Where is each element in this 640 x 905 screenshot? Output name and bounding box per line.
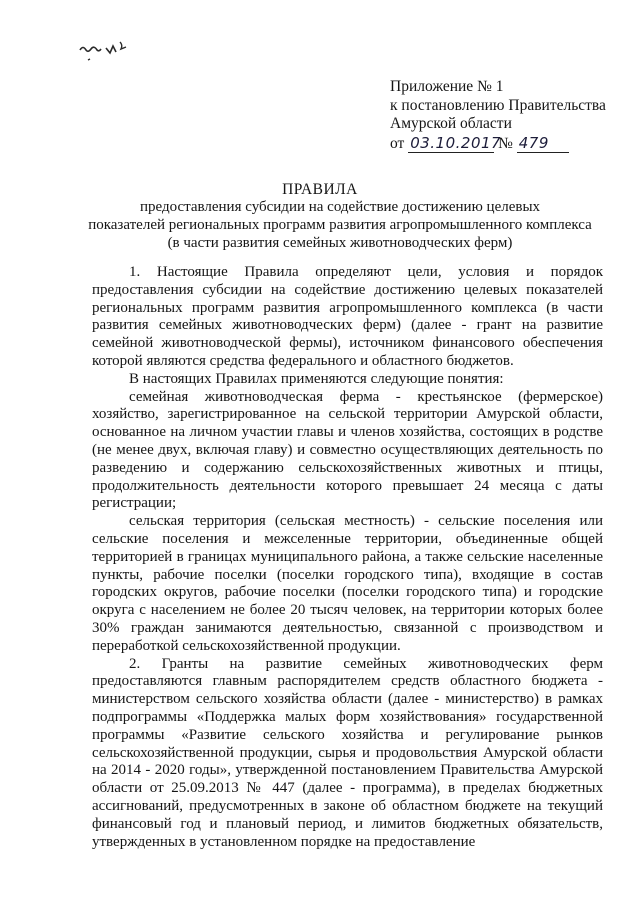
number-sign: № [498,134,513,152]
paragraph-1: 1. Настоящие Правила определяют цели, условия и порядок предоставления субсидии на содействие достижению целевых показателей региональных программ развития агропромышленного комплекса (в части развития семейных животноводческих ферм) (далее - грант на развитие семейной животноводческой фермы), источником финансового обеспечения которой являются средства федерального и областного бюджетов. [92,264,603,369]
document-title: ПРАВИЛА [282,181,358,198]
document-body [92,264,603,851]
handwritten-date: 03.10.2017 [410,133,502,152]
appendix-date-line [390,134,620,154]
appendix-block [390,78,620,153]
appendix-line-2: к постановлению Правительства [390,96,606,114]
paragraph-3: семейная животноводческая ферма - крестьянское (фермерское) хозяйство, зарегистрированное на сельской территории Амурской области, основанное на личном участии главы и членов хозяйства, состоящих в родстве (не менее двух, включая главу) и совместно осуществляющих деятельность по разведению и содержанию сельскохозяйственных животных и птицы, продолжительность деятельности которого превышает 24 месяца с даты регистрации; [92,388,603,512]
appendix-line-3: Амурской области [390,115,512,132]
paragraph-5: 2. Гранты на развитие семейных животноводческих ферм предоставляются главным распорядителем средств областного бюджета - министерством сельского хозяйства области (далее - министерство) в рамках подпрограммы «Поддержка малых форм хозяйствования» государственной программы «Развитие сельского хозяйства и регулирование рынков сельскохозяйственной продукции, сырья и продовольствия Амурской области на 2014 - 2020 годы», утвержденной постановлением Правительства Амурской области от 25.09.2013 № 447 (далее - программа), в пределах бюджетных ассигнований, предусмотренных в законе об областном бюджете на текущий финансовый год и плановый период, и лимитов бюджетных обязательств, утвержденных в установленном порядке на предоставление [92,655,603,850]
subtitle-line-2: показателей региональных программ развития агропромышленного комплекса [88,217,592,233]
appendix-line-1: Приложение № 1 [390,78,504,95]
handwritten-number: 479 [517,134,569,154]
subtitle-line-1: предоставления субсидии на содействие достижению целевых [139,199,541,215]
document-subtitle [72,198,608,252]
paragraph-2: В настоящих Правилах применяются следующие понятия: [129,370,504,387]
appendix-from-label: от [390,134,405,152]
subtitle-line-3: (в части развития семейных животноводческих ферм) [167,235,513,251]
handwritten-mark [76,38,132,64]
paragraph-4: сельская территория (сельская местность) - сельские поселения или сельские поселения и межселенные территории, объединенные общей территорией в границах муниципального района, а также сельские населенные пункты, рабочие поселки (поселки городского типа), входящие в состав городских округов, рабочие поселки (поселки городского типа) и городские округа с населением не более 20 тысяч человек, на территории которых более 30% граждан занимаются деятельностью, связанной с производством и переработкой сельскохозяйственной продукции. [92,513,603,654]
